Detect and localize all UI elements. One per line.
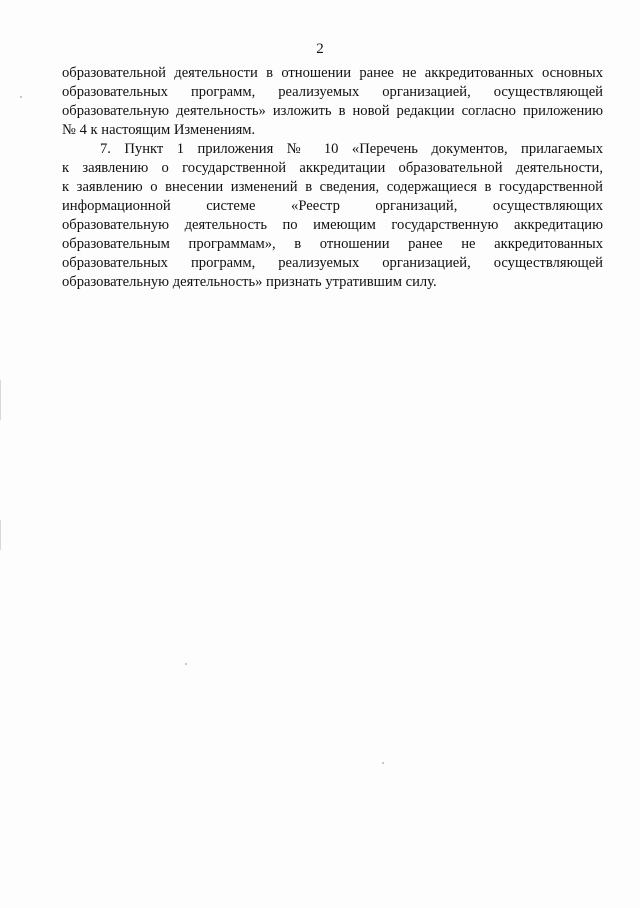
text-line: информационной системе «Реестр организаций, осуществляющих: [62, 198, 603, 214]
text-line: образовательную деятельность по имеющим государственную аккредитацию: [62, 217, 603, 233]
text-line: к заявлению о внесении изменений в сведения, содержащиеся в государственной: [62, 179, 603, 195]
page-number: 2: [316, 41, 324, 57]
text-line: образовательных программ, реализуемых организацией, осуществляющей: [62, 255, 603, 271]
scan-speck: [382, 762, 384, 764]
text-line: 7. Пункт 1 приложения № 10 «Перечень документов, прилагаемых: [100, 141, 603, 157]
scan-speck: [20, 96, 22, 98]
paragraph-2: [62, 140, 603, 292]
text-line: образовательным программам», в отношении ранее не аккредитованных: [62, 236, 603, 252]
paragraph-1: [62, 64, 603, 140]
scan-speck: [185, 663, 187, 665]
scan-edge-mark: [0, 520, 1, 550]
scan-edge-mark: [0, 380, 1, 420]
text-line: № 4 к настоящим Изменениям.: [62, 122, 256, 138]
text-line: образовательную деятельность» изложить в новой редакции согласно приложению: [62, 103, 603, 119]
text-line: образовательную деятельность» признать утратившим силу.: [62, 274, 437, 290]
text-line: к заявлению о государственной аккредитации образовательной деятельности,: [62, 160, 603, 176]
document-body: [62, 64, 603, 292]
text-line: образовательных программ, реализуемых организацией, осуществляющей: [62, 84, 603, 100]
text-line: образовательной деятельности в отношении ранее не аккредитованных основных: [62, 65, 603, 81]
